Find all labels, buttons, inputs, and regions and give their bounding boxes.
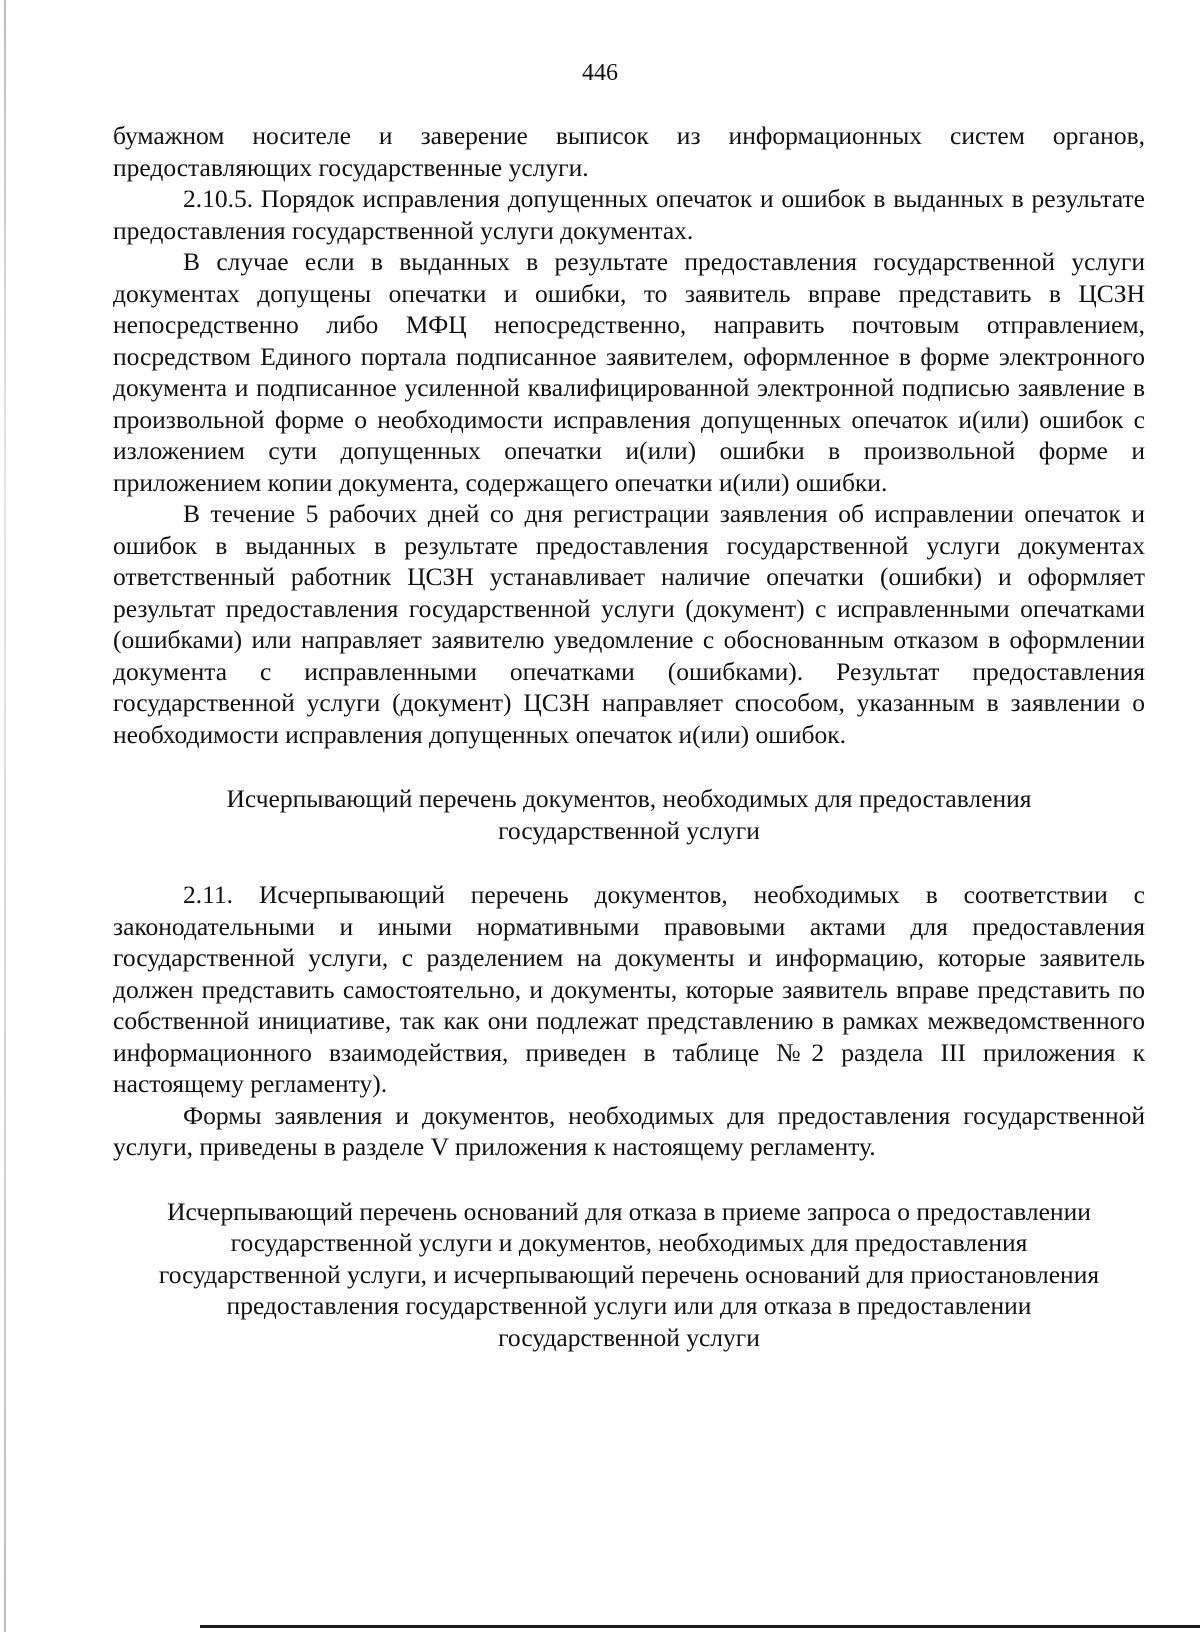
document-body [113, 120, 1145, 1353]
paragraph-continuation: бумажном носителе и заверение выписок из информационных систем органов, предоставляющих государственные услуги. [113, 121, 1145, 182]
paragraph-forms: Формы заявления и документов, необходимых для предоставления государственной услуги, приведены в разделе V приложения к настоящему регламенту. [113, 1100, 1145, 1161]
paragraph-correction-term: В течение 5 рабочих дней со дня регистрации заявления об исправлении опечаток и ошибок в выданных в результате предоставления государственной услуги документах ответственный работник ЦСЗН устанавливает наличие опечатки (ошибки) и оформляет результат предоставления государственной услуги (документ) с исправленными опечатками (ошибками) или направляет заявителю уведомление с обоснованным отказом в оформлении документа с исправленными опечатками (ошибками). Результат предоставления государственной услуги (документ) ЦСЗН направляет способом, указанным в заявлении о необходимости исправления допущенных опечаток и(или) ошибок. [113, 499, 1145, 749]
paragraph-2-10-5: 2.10.5. Порядок исправления допущенных опечаток и ошибок в выданных в результате предоставления государственной услуги документах. [113, 184, 1145, 245]
paragraph-2-11: 2.11. Исчерпывающий перечень документов, необходимых в соответствии с законодательными и иными нормативными правовыми актами для предоставления государственной услуги, с разделением на документы и информацию, которые заявитель должен представить самостоятельно, и документы, которые заявитель вправе представить по собственной инициативе, так как они подлежат представлению в рамках межведомственного информационного взаимодействия, приведен в таблице №2 раздела III приложения к настоящему регламенту). [113, 880, 1145, 1098]
scan-edge-bottom [200, 1625, 1200, 1628]
page-number: 446 [582, 60, 618, 86]
paragraph-correction-request: В случае если в выданных в результате предоставления государственной услуги документах допущены опечатки и ошибки, то заявитель вправе представить в ЦСЗН непосредственно либо МФЦ непосредственно, направить почтовым отправлением, посредством Единого портала подписанное заявителем, оформленное в форме электронного документа и подписанное усиленной квалифицированной электронной подписью заявление в произвольной форме о необходимости исправления допущенных опечаток и(или) ошибок с изложением сути допущенных опечатки и(или) ошибки в произвольной форме и приложением копии документа, содержащего опечатки и(или) ошибки. [113, 247, 1145, 497]
section-heading-documents: Исчерпывающий перечень документов, необходимых для предоставления государственной услуги [226, 784, 1032, 845]
section-heading-refusal-grounds: Исчерпывающий перечень оснований для отказа в приеме запроса о предоставлении государственной услуги и документов, необходимых для предоставления государственной услуги, и исчерпывающий перечень оснований для приостановления предоставления государственной услуги или для отказа в предоставлении государственной услуги [158, 1196, 1100, 1352]
scan-edge-left [4, 0, 6, 1632]
